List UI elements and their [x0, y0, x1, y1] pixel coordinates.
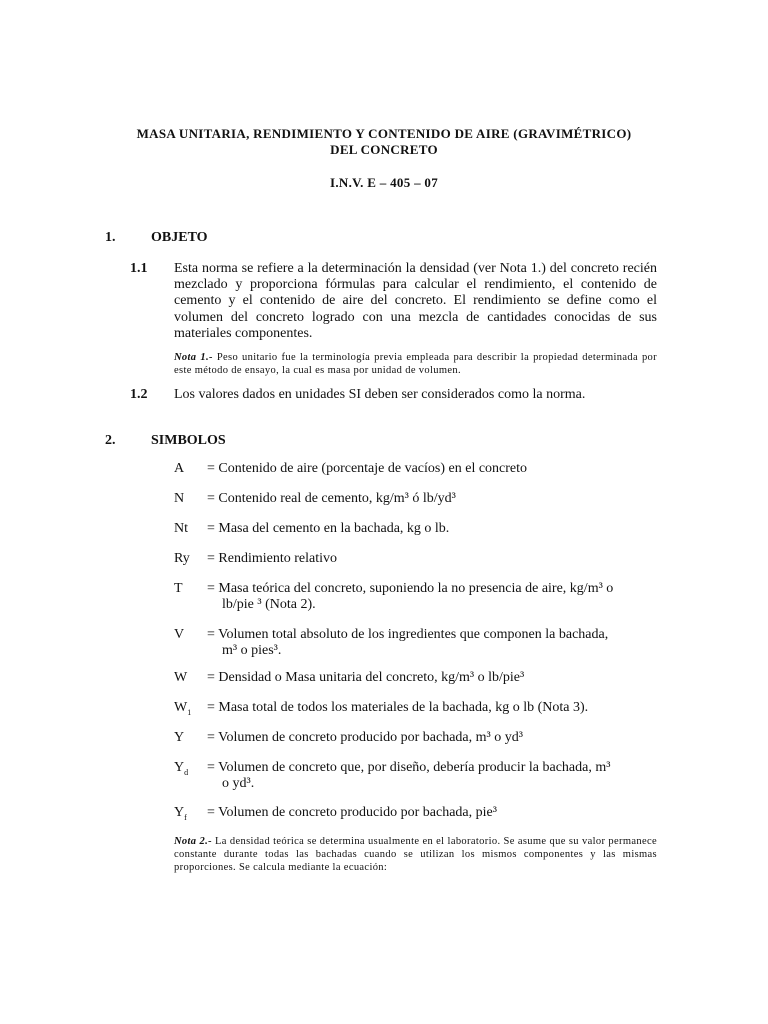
symbol-letter: Y: [174, 730, 185, 745]
section1-number: 1.: [105, 230, 116, 245]
symbol-definition-0: [207, 461, 658, 477]
symbol-definition-4: [207, 581, 658, 613]
item-1-1-number: 1.1: [130, 261, 148, 276]
symbol-letter: Y: [174, 805, 185, 820]
definition-continuation: o yd³.: [222, 776, 255, 791]
definition-text: = Volumen de concreto producido por bachada, pie³: [207, 805, 497, 820]
section2-number: 2.: [105, 433, 116, 448]
symbol-letter: Ry: [174, 551, 190, 566]
symbol-8: [174, 730, 184, 746]
symbol-subscript: 1: [187, 707, 192, 717]
document-code: I.N.V. E – 405 – 07: [329, 175, 439, 190]
symbol-definition-3: [207, 551, 658, 567]
symbol-definition-7: [207, 700, 658, 716]
definition-text: = Volumen de concreto producido por bachada, m³ o yd³: [207, 730, 523, 745]
symbol-definition-9: [207, 760, 658, 792]
symbol-definition-6: [207, 670, 658, 686]
symbol-4: [174, 581, 183, 597]
definition-continuation: lb/pie ³ (Nota 2).: [222, 597, 316, 612]
item-1-2-text: Los valores dados en unidades SI deben ser considerados como la norma.: [174, 387, 586, 402]
section2-title: SIMBOLOS: [151, 433, 226, 448]
symbol-definition-10: [207, 805, 658, 821]
symbol-1: [174, 491, 184, 507]
symbol-0: [174, 461, 184, 477]
symbol-definition-5: [207, 627, 658, 659]
symbol-9: [174, 760, 188, 777]
definition-text: = Volumen de concreto que, por diseño, debería producir la bachada, m³: [207, 760, 611, 775]
symbol-definition-8: [207, 730, 658, 746]
section1-title: OBJETO: [151, 230, 208, 245]
note-1: [174, 351, 657, 377]
note-2-text: La densidad teórica se determina usualmente en el laboratorio. Se asume que su valor permanece constante durante todas las bachadas cuando se utilizan los mismos componentes y las mismas proporciones. Se calcula mediante la ecuación:: [174, 836, 658, 873]
item-1-1-text: Esta norma se refiere a la determinación la densidad (ver Nota 1.) del concreto recién mezclado y proporciona fórmulas para calcular el rendimiento, el contenido de cemento y el contenido de aire del concreto. El rendimiento se define como el volumen del concreto logrado con una mezcla de cantidades conocidas de sus materiales componentes.: [174, 261, 657, 341]
symbol-10: [174, 805, 187, 822]
symbol-3: [174, 551, 190, 567]
definition-text: = Masa teórica del concreto, suponiendo la no presencia de aire, kg/m³ o: [207, 581, 614, 596]
definition-continuation: m³ o pies³.: [222, 643, 282, 658]
note-1-label: Nota 1.-: [174, 352, 213, 363]
symbol-5: [174, 627, 184, 643]
symbol-letter: V: [174, 627, 185, 642]
symbol-letter: T: [174, 581, 183, 596]
note-1-text: Peso unitario fue la terminología previa empleada para describir la propiedad determinada por este método de ensayo, la cual es masa por unidad de volumen.: [174, 352, 658, 376]
note-2-label: Nota 2.-: [174, 836, 212, 847]
definition-text: = Contenido real de cemento, kg/m³ ó lb/yd³: [207, 491, 456, 506]
definition-text: = Masa del cemento en la bachada, kg o lb.: [207, 521, 450, 536]
symbol-6: [174, 670, 187, 686]
document-title-line1: MASA UNITARIA, RENDIMIENTO Y CONTENIDO DE AIRE (GRAVIMÉTRICO): [136, 126, 632, 141]
symbol-subscript: f: [184, 812, 187, 822]
symbol-letter: Y: [174, 760, 185, 775]
symbol-definition-2: [207, 521, 658, 537]
note-2: [174, 835, 657, 874]
symbol-letter: Nt: [174, 521, 188, 536]
definition-text: = Masa total de todos los materiales de la bachada, kg o lb (Nota 3).: [207, 700, 589, 715]
definition-text: = Densidad o Masa unitaria del concreto, kg/m³ o lb/pie³: [207, 670, 525, 685]
definition-text: = Contenido de aire (porcentaje de vacíos) en el concreto: [207, 461, 528, 476]
definition-text: = Rendimiento relativo: [207, 551, 337, 566]
document-title-line2: DEL CONCRETO: [330, 142, 438, 157]
item-1-2-number: 1.2: [130, 387, 148, 402]
symbol-letter: W: [174, 700, 188, 715]
symbol-letter: A: [174, 461, 185, 476]
symbol-definition-1: [207, 491, 658, 507]
symbol-letter: W: [174, 670, 188, 685]
definition-text: = Volumen total absoluto de los ingredientes que componen la bachada,: [207, 627, 609, 642]
symbol-subscript: d: [184, 767, 189, 777]
symbol-2: [174, 521, 188, 537]
symbol-letter: N: [174, 491, 185, 506]
symbol-7: [174, 700, 191, 717]
